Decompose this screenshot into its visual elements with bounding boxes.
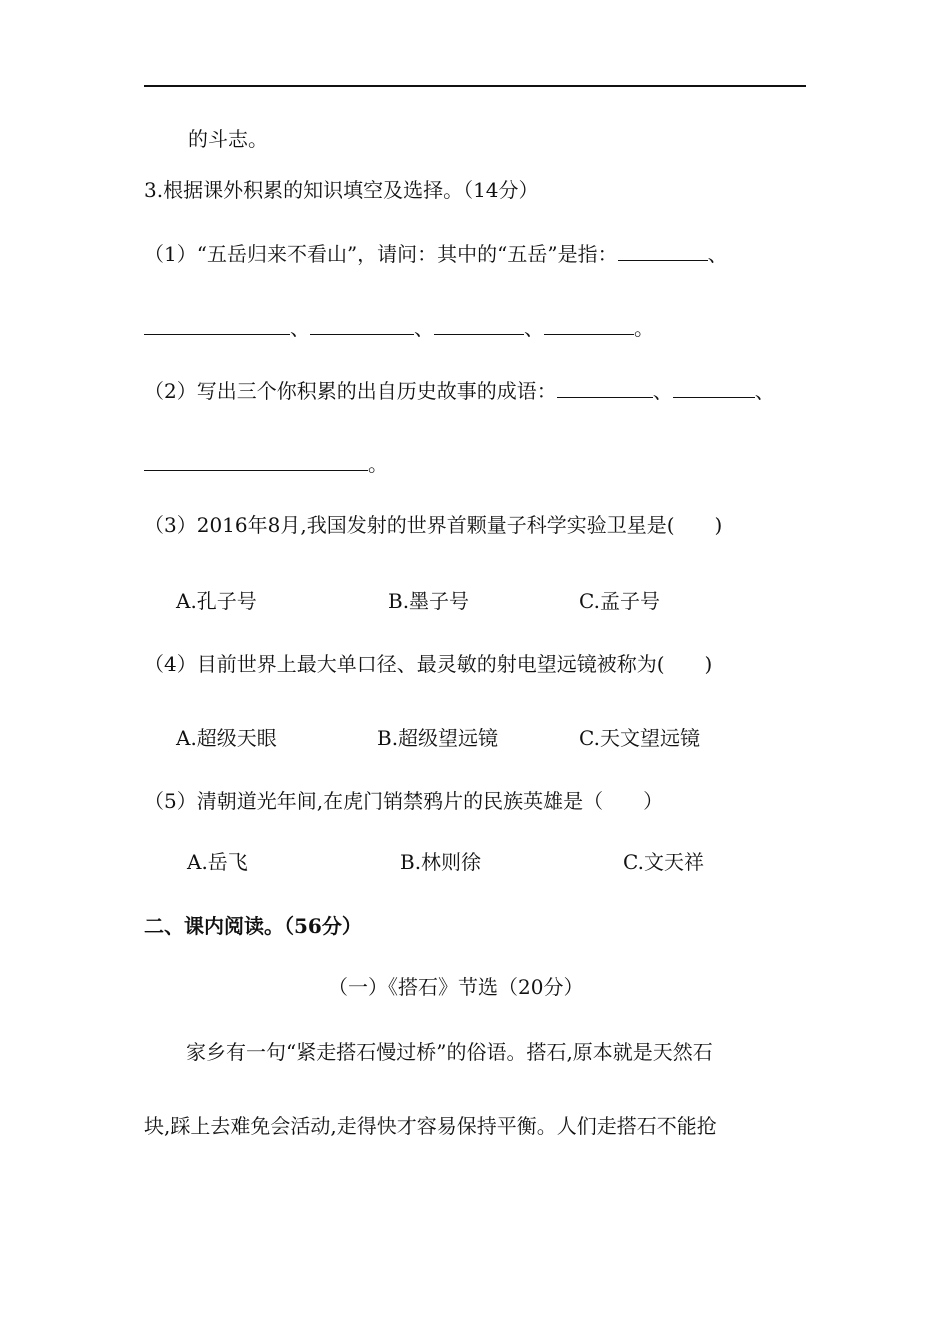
passage-title: （一）《搭石》节选（20分）	[328, 975, 584, 999]
question-3-1-text: （1）“五岳归来不看山”，请问：其中的“五岳”是指：	[144, 242, 618, 266]
choice-b[interactable]: B.超级望远镜	[377, 726, 499, 750]
period: 。	[368, 452, 388, 476]
separator: 、	[754, 379, 775, 403]
separator: 、	[707, 242, 728, 266]
header-rule	[144, 85, 806, 87]
question-3-2-text: （2）写出三个你积累的出自历史故事的成语：	[144, 379, 557, 403]
question-3-3: （3）2016年8月,我国发射的世界首颗量子科学实验卫星是( )	[144, 513, 723, 537]
choice-b[interactable]: B.墨子号	[388, 589, 470, 613]
question-3-heading: 3.根据课外积累的知识填空及选择。（14分）	[144, 178, 539, 202]
answer-blank[interactable]	[557, 377, 653, 398]
answer-blank[interactable]	[144, 450, 368, 471]
question-3-5: （5）清朝道光年间,在虎门销禁鸦片的民族英雄是（ ）	[144, 789, 664, 813]
choice-c[interactable]: C.天文望远镜	[579, 726, 700, 750]
separator: 、	[290, 316, 310, 340]
answer-blank[interactable]	[544, 314, 634, 335]
question-3-2-blanks	[144, 450, 388, 478]
passage-line-1: 家乡有一句“紧走搭石慢过桥”的俗语。搭石,原本就是天然石	[186, 1040, 713, 1064]
separator: 、	[524, 316, 544, 340]
question-3-4: （4）目前世界上最大单口径、最灵敏的射电望远镜被称为( )	[144, 652, 713, 676]
separator: 、	[652, 379, 673, 403]
answer-blank[interactable]	[434, 314, 524, 335]
passage-line-2: 块,踩上去难免会活动,走得快才容易保持平衡。人们走搭石不能抢	[144, 1114, 717, 1138]
choice-a[interactable]: A.孔子号	[176, 589, 257, 613]
answer-blank[interactable]	[673, 377, 755, 398]
answer-blank[interactable]	[144, 314, 290, 335]
continuation-text: 的斗志。	[188, 127, 268, 151]
choice-c[interactable]: C.孟子号	[579, 589, 660, 613]
answer-blank[interactable]	[310, 314, 414, 335]
choice-a[interactable]: A.超级天眼	[176, 726, 277, 750]
choice-a[interactable]: A.岳飞	[187, 850, 248, 874]
choice-c[interactable]: C.文天祥	[623, 850, 704, 874]
answer-blank[interactable]	[618, 240, 708, 261]
section-2-heading: 二、课内阅读。（56分）	[144, 914, 362, 938]
question-3-1-blanks	[144, 314, 654, 342]
question-3-2	[144, 377, 775, 405]
period: 。	[634, 316, 654, 340]
question-3-1	[144, 240, 728, 268]
choice-b[interactable]: B.林则徐	[400, 850, 482, 874]
separator: 、	[414, 316, 434, 340]
